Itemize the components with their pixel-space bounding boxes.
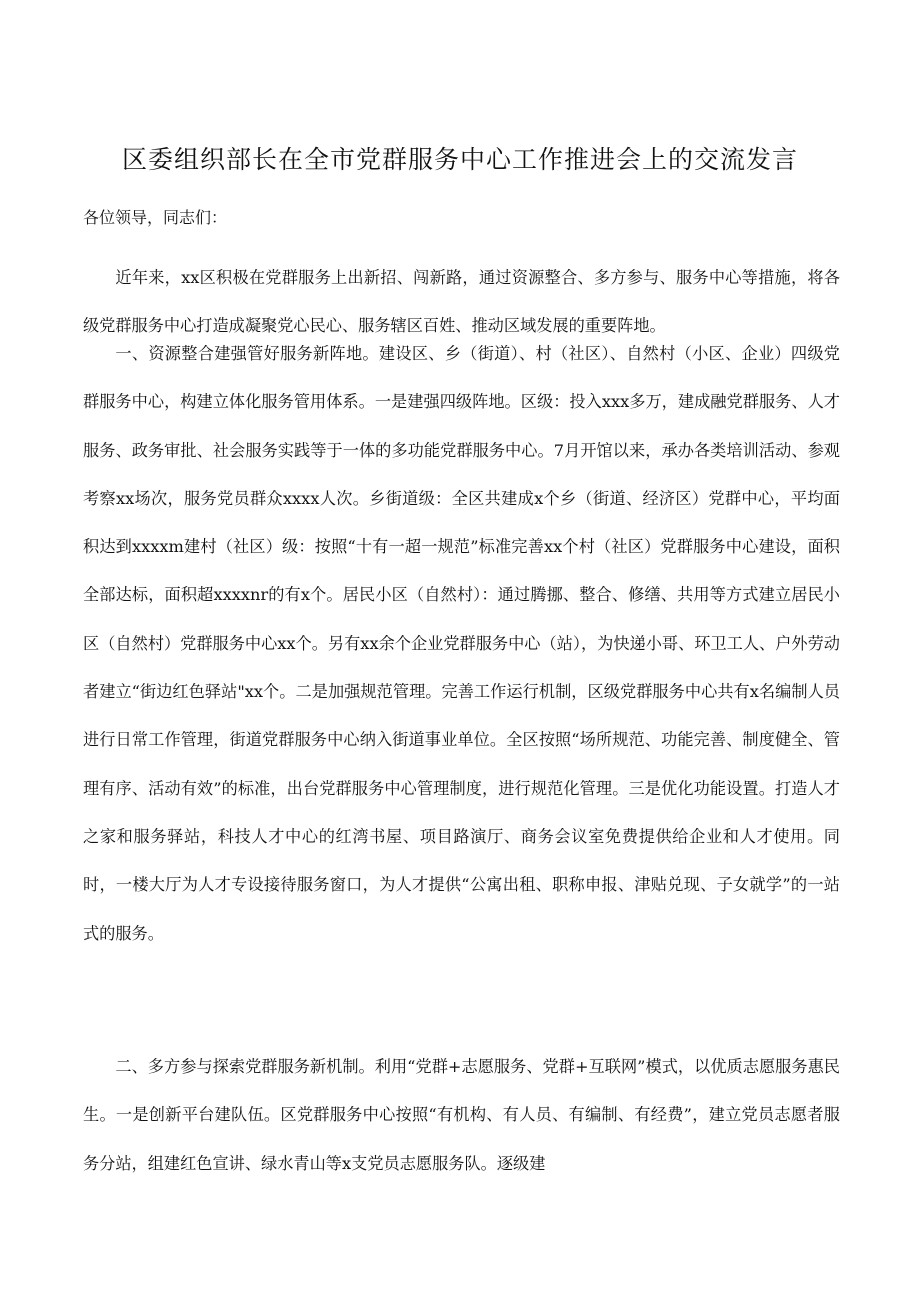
- paragraph-section-two: 二、多方参与探索党群服务新机制。利用“党群+志愿服务、党群+互联网”模式，以优质志愿服务惠民生。一是创新平台建队伍。区党群服务中心按照“有机构、有人员、有编制、有经费”，建立党员志愿者服务分站，组建红色宣讲、绿水青山等x支党员志愿服务队。逐级建: [83, 1057, 840, 1173]
- paragraph-section-one: 一、资源整合建强管好服务新阵地。建设区、乡（街道）、村（社区）、自然村（小区、企业）四级党群服务中心，构建立体化服务管用体系。一是建强四级阵地。区级：投入xxx多万，建成融党群服务、人才服务、政务审批、社会服务实践等于一体的多功能党群服务中心。7月开馆以来，承办各类培训活动、参观考察xx场次，服务党员群众xxxx人次。乡街道级：全区共建成x个乡（街道、经济区）党群中心，平均面积达到xxxxm建村（社区）级：按照“十有一超一规范”标准完善xx个村（社区）党群服务中心建设，面积全部达标，面积超xxxxnr的有x个。居民小区（自然村）：通过腾挪、整合、修缮、共用等方式建立居民小区（自然村）党群服务中心xx个。另有xx余个企业党群服务中心（站），为快递小哥、环卫工人、户外劳动者建立“街边红色驿站"xx个。二是加强规范管理。完善工作运行机制，区级党群服务中心共有x名编制人员进行日常工作管理，街道党群服务中心纳入街道事业单位。全区按照“场所规范、功能完善、制度健全、管理有序、活动有效”的标准，出台党群服务中心管理制度，进行规范化管理。三是优化功能设置。打造人才之家和服务驿站，科技人才中心的红湾书屋、项目路演厅、商务会议室免费提供给企业和人才使用。同时，一楼大厅为人才专设接待服务窗口，为人才提供“公寓出租、职称申报、津贴兑现、子女就学”的一站式的服务。: [83, 344, 840, 943]
- paragraph-intro: 近年来，xx区积极在党群服务上出新招、闯新路，通过资源整合、多方参与、服务中心等措施，将各级党群服务中心打造成凝聚党心民心、服务辖区百姓、推动区域发展的重要阵地。: [83, 268, 840, 336]
- document-title: 区委组织部长在全市党群服务中心工作推进会上的交流发言: [121, 145, 798, 174]
- salutation: 各位领导，同志们：: [83, 208, 228, 227]
